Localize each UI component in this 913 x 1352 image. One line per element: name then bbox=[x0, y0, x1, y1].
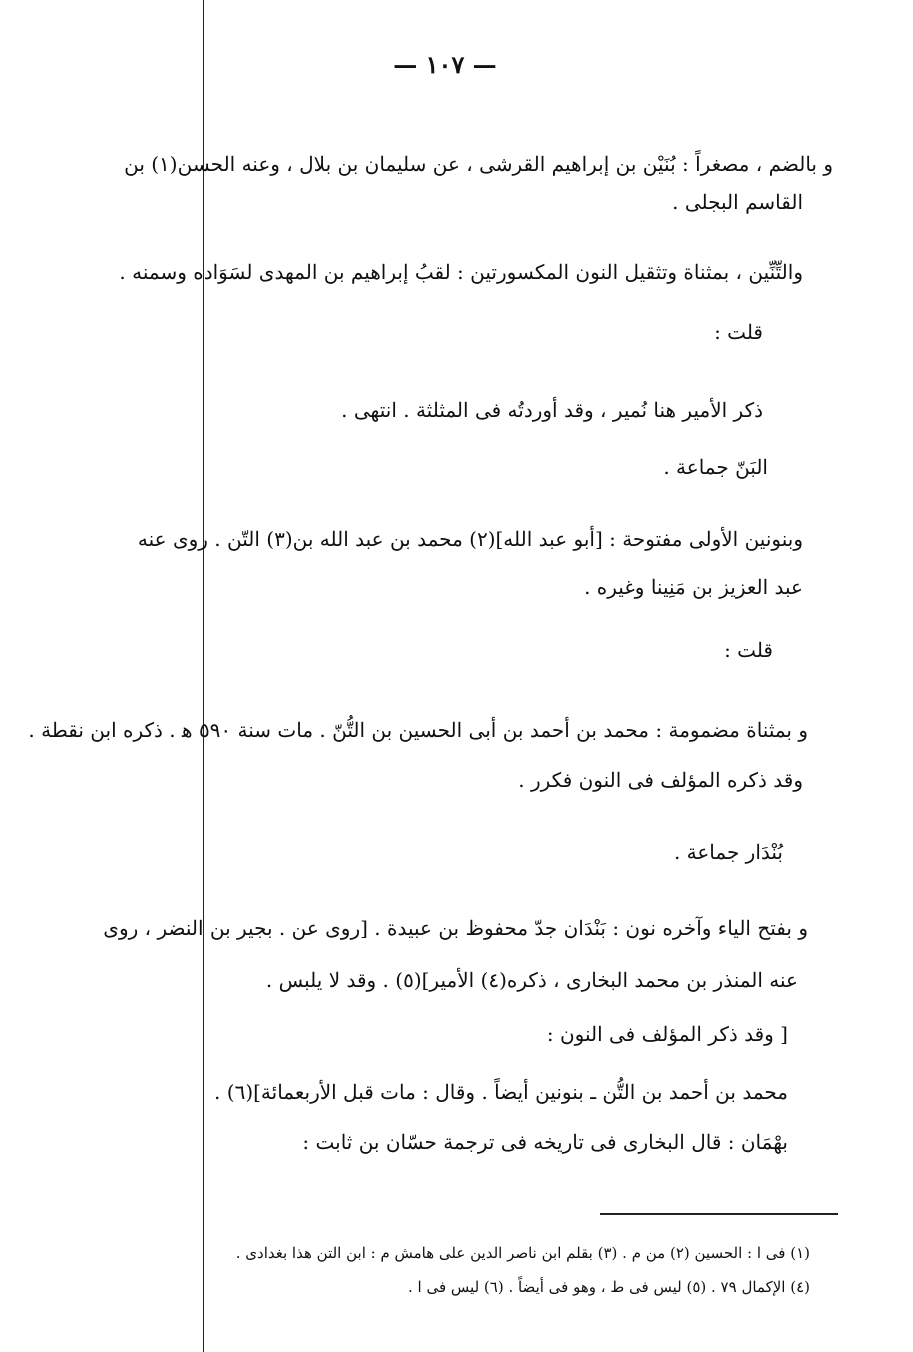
vertical-rule bbox=[203, 0, 204, 1352]
text-line: قلت : bbox=[724, 638, 773, 662]
text-line: عبد العزيز بن مَنِينا وغيره . bbox=[584, 575, 803, 599]
text-line: و بمثناة مضمومة : محمد بن أحمد بن أبى الحسين بن التُّنّ . مات سنة ٥٩٠ ﻫ . ذكره ابن نقطة . bbox=[28, 718, 808, 742]
text-line: ذكر الأمير هنا نُمير ، وقد أوردتُه فى المثلثة . انتهى . bbox=[341, 398, 763, 422]
text-line: قلت : bbox=[714, 320, 763, 344]
text-line: البَنّ جماعة . bbox=[663, 455, 768, 479]
text-line: وقد ذكره المؤلف فى النون فكرر . bbox=[518, 768, 803, 792]
text-line: و بالضم ، مصغراً : بُنَيْن بن إبراهيم القرشى ، عن سليمان بن بلال ، وعنه الحسن(١) بن bbox=[124, 152, 833, 176]
text-line: والتِّنِّين ، بمثناة وتثقيل النون المكسورتين : لقبُ إبراهيم بن المهدى لسَوَاده وسمنه . bbox=[119, 260, 803, 284]
text-line: و بفتح الياء وآخره نون : بَنْدَان جدّ محفوظ بن عبيدة . [روى عن . بجير بن النضر ، روى bbox=[103, 916, 808, 940]
text-line: بهْمَان : قال البخارى فى تاريخه فى ترجمة حسّان بن ثابت : bbox=[302, 1130, 788, 1154]
footnote-line: (١) فى ا : الحسين (٢) من م . (٣) بقلم ابن ناصر الدين على هامش م : ابن التن هذا بغدادى . bbox=[235, 1244, 810, 1262]
text-line: بُنْدَار جماعة . bbox=[673, 840, 783, 864]
page-number: — ١٠٧ — bbox=[393, 50, 497, 79]
footnote-separator bbox=[600, 1213, 838, 1215]
footnote-line: (٤) الإكمال ٧٩ . (٥) ليس فى ط ، وهو فى أيضاً . (٦) ليس فى ا . bbox=[408, 1278, 810, 1296]
text-line: القاسم البجلى . bbox=[672, 190, 803, 214]
text-line: وبنونين الأولى مفتوحة : [أبو عبد الله](٢) محمد بن عبد الله بن(٣) التّن . روى عنه bbox=[137, 527, 803, 551]
text-line: عنه المنذر بن محمد البخارى ، ذكره(٤) الأمير](٥) . وقد لا يلبس . bbox=[265, 968, 798, 992]
text-line: [ وقد ذكر المؤلف فى النون : bbox=[546, 1022, 788, 1046]
text-line: محمد بن أحمد بن التُّن ـ بنونين أيضاً . وقال : مات قبل الأربعمائة](٦) . bbox=[214, 1080, 788, 1104]
